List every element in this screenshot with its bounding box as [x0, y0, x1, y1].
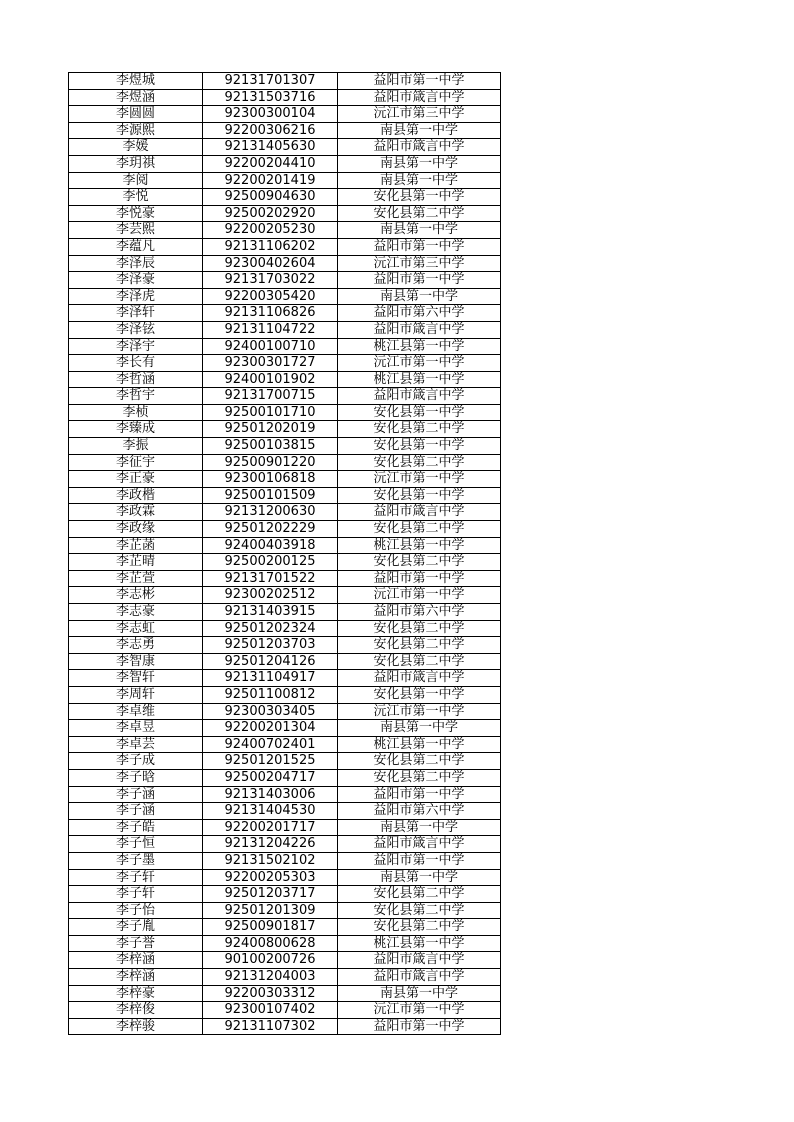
- school-name-cell: 益阳市第一中学: [338, 852, 501, 869]
- school-name-cell: 沅江市第一中学: [338, 587, 501, 604]
- school-name-cell: 南县第一中学: [338, 155, 501, 172]
- table-row: [69, 521, 501, 538]
- exam-number-cell: 92501202229: [203, 521, 338, 538]
- table-row: [69, 686, 501, 703]
- student-name-cell: 李泽轩: [69, 305, 203, 322]
- school-name-cell: 益阳市第一中学: [338, 786, 501, 803]
- student-name-cell: 李梓俊: [69, 1002, 203, 1019]
- student-name-cell: 李政霖: [69, 504, 203, 521]
- school-name-cell: 桃江县第一中学: [338, 537, 501, 554]
- table-row: [69, 537, 501, 554]
- exam-number-cell: 92400101902: [203, 371, 338, 388]
- school-name-cell: 南县第一中学: [338, 172, 501, 189]
- exam-number-cell: 92131701522: [203, 570, 338, 587]
- school-name-cell: 安化县第二中学: [338, 454, 501, 471]
- student-name-cell: 李芷萱: [69, 570, 203, 587]
- student-name-cell: 李子誉: [69, 935, 203, 952]
- exam-number-cell: 92501203717: [203, 886, 338, 903]
- exam-number-cell: 92501201525: [203, 753, 338, 770]
- student-name-cell: 李子涵: [69, 803, 203, 820]
- school-name-cell: 安化县第一中学: [338, 686, 501, 703]
- school-name-cell: 益阳市箴言中学: [338, 139, 501, 156]
- school-name-cell: 安化县第二中学: [338, 753, 501, 770]
- school-name-cell: 安化县第二中学: [338, 886, 501, 903]
- exam-number-cell: 92131701307: [203, 73, 338, 90]
- student-name-cell: 李煜涵: [69, 89, 203, 106]
- exam-number-cell: 92400100710: [203, 338, 338, 355]
- exam-number-cell: 92131700715: [203, 388, 338, 405]
- table-row: [69, 305, 501, 322]
- school-name-cell: 益阳市第一中学: [338, 238, 501, 255]
- school-name-cell: 益阳市第一中学: [338, 570, 501, 587]
- table-row: [69, 73, 501, 90]
- exam-number-cell: 92300300104: [203, 106, 338, 123]
- school-name-cell: 沅江市第一中学: [338, 703, 501, 720]
- student-name-cell: 李子胤: [69, 919, 203, 936]
- table-row: [69, 703, 501, 720]
- table-row: [69, 670, 501, 687]
- exam-number-cell: 92200201304: [203, 720, 338, 737]
- exam-number-cell: 92131106202: [203, 238, 338, 255]
- exam-number-cell: 92200201419: [203, 172, 338, 189]
- student-name-cell: 李梓豪: [69, 985, 203, 1002]
- table-row: [69, 902, 501, 919]
- student-name-cell: 李芷晴: [69, 554, 203, 571]
- table-row: [69, 421, 501, 438]
- table-row: [69, 338, 501, 355]
- table-row: [69, 288, 501, 305]
- exam-number-cell: 92200305420: [203, 288, 338, 305]
- student-name-cell: 李志虹: [69, 620, 203, 637]
- school-name-cell: 益阳市箴言中学: [338, 388, 501, 405]
- student-name-cell: 李正豪: [69, 471, 203, 488]
- student-name-cell: 李芸熙: [69, 222, 203, 239]
- school-name-cell: 益阳市第一中学: [338, 1018, 501, 1035]
- school-name-cell: 安化县第二中学: [338, 919, 501, 936]
- table-row: [69, 272, 501, 289]
- student-name-cell: 李芷菡: [69, 537, 203, 554]
- table-row: [69, 471, 501, 488]
- table-row: [69, 786, 501, 803]
- student-name-cell: 李泽宇: [69, 338, 203, 355]
- school-name-cell: 安化县第二中学: [338, 205, 501, 222]
- exam-number-cell: 92131403915: [203, 604, 338, 621]
- exam-number-cell: 92131104917: [203, 670, 338, 687]
- table-row: [69, 836, 501, 853]
- student-name-cell: 李智轩: [69, 670, 203, 687]
- school-name-cell: 安化县第二中学: [338, 620, 501, 637]
- table-row: [69, 985, 501, 1002]
- exam-number-cell: 92131403006: [203, 786, 338, 803]
- student-name-cell: 李卓维: [69, 703, 203, 720]
- student-name-cell: 李志豪: [69, 604, 203, 621]
- student-name-cell: 李梓涵: [69, 969, 203, 986]
- table-row: [69, 952, 501, 969]
- exam-number-cell: 92501204126: [203, 653, 338, 670]
- school-name-cell: 安化县第二中学: [338, 653, 501, 670]
- student-name-cell: 李志彬: [69, 587, 203, 604]
- student-name-cell: 李玥祺: [69, 155, 203, 172]
- table-row: [69, 255, 501, 272]
- student-name-cell: 李煜城: [69, 73, 203, 90]
- exam-number-cell: 92131106826: [203, 305, 338, 322]
- exam-number-cell: 92400403918: [203, 537, 338, 554]
- student-name-cell: 李桢: [69, 404, 203, 421]
- student-name-cell: 李泽铉: [69, 321, 203, 338]
- table-row: [69, 454, 501, 471]
- table-row: [69, 504, 501, 521]
- exam-number-cell: 92500101710: [203, 404, 338, 421]
- table-row: [69, 886, 501, 903]
- exam-number-cell: 92200303312: [203, 985, 338, 1002]
- school-name-cell: 益阳市箴言中学: [338, 836, 501, 853]
- student-name-cell: 李媛: [69, 139, 203, 156]
- student-name-cell: 李圆圆: [69, 106, 203, 123]
- student-name-cell: 李子涵: [69, 786, 203, 803]
- student-name-cell: 李泽辰: [69, 255, 203, 272]
- table-row: [69, 637, 501, 654]
- student-name-cell: 李征宇: [69, 454, 203, 471]
- exam-number-cell: 92131405630: [203, 139, 338, 156]
- exam-number-cell: 92500202920: [203, 205, 338, 222]
- exam-number-cell: 92200205230: [203, 222, 338, 239]
- school-name-cell: 南县第一中学: [338, 720, 501, 737]
- table-row: [69, 869, 501, 886]
- school-name-cell: 益阳市箴言中学: [338, 321, 501, 338]
- table-row: [69, 604, 501, 621]
- table-row: [69, 819, 501, 836]
- table-row: [69, 222, 501, 239]
- school-name-cell: 安化县第二中学: [338, 902, 501, 919]
- table-row: [69, 404, 501, 421]
- exam-number-cell: 92300202512: [203, 587, 338, 604]
- student-name-cell: 李子轩: [69, 869, 203, 886]
- table-row: [69, 205, 501, 222]
- student-roster-table: [68, 72, 501, 1035]
- exam-number-cell: 92500904630: [203, 189, 338, 206]
- student-name-cell: 李臻成: [69, 421, 203, 438]
- table-row: [69, 238, 501, 255]
- student-name-cell: 李周轩: [69, 686, 203, 703]
- exam-number-cell: 92500901220: [203, 454, 338, 471]
- school-name-cell: 益阳市箴言中学: [338, 952, 501, 969]
- school-name-cell: 沅江市第一中学: [338, 1002, 501, 1019]
- student-name-cell: 李悦: [69, 189, 203, 206]
- table-row: [69, 371, 501, 388]
- student-name-cell: 李哲涵: [69, 371, 203, 388]
- student-name-cell: 李智康: [69, 653, 203, 670]
- table-row: [69, 935, 501, 952]
- exam-number-cell: 92200306216: [203, 122, 338, 139]
- exam-number-cell: 92300106818: [203, 471, 338, 488]
- school-name-cell: 沅江市第三中学: [338, 255, 501, 272]
- school-name-cell: 南县第一中学: [338, 288, 501, 305]
- exam-number-cell: 92500200125: [203, 554, 338, 571]
- student-name-cell: 李梓涵: [69, 952, 203, 969]
- school-name-cell: 益阳市第一中学: [338, 272, 501, 289]
- table-row: [69, 736, 501, 753]
- school-name-cell: 益阳市箴言中学: [338, 670, 501, 687]
- exam-number-cell: 92131502102: [203, 852, 338, 869]
- exam-number-cell: 90100200726: [203, 952, 338, 969]
- table-row: [69, 554, 501, 571]
- exam-number-cell: 92300303405: [203, 703, 338, 720]
- exam-number-cell: 92500204717: [203, 769, 338, 786]
- table-row: [69, 969, 501, 986]
- school-name-cell: 桃江县第一中学: [338, 736, 501, 753]
- table-row: [69, 587, 501, 604]
- exam-number-cell: 92400800628: [203, 935, 338, 952]
- student-name-cell: 李振: [69, 438, 203, 455]
- student-name-cell: 李子怡: [69, 902, 203, 919]
- student-name-cell: 李泽豪: [69, 272, 203, 289]
- table-row: [69, 89, 501, 106]
- table-row: [69, 139, 501, 156]
- student-name-cell: 李子墨: [69, 852, 203, 869]
- exam-number-cell: 92500103815: [203, 438, 338, 455]
- school-name-cell: 安化县第二中学: [338, 421, 501, 438]
- exam-number-cell: 92501202019: [203, 421, 338, 438]
- exam-number-cell: 92300301727: [203, 355, 338, 372]
- exam-number-cell: 92131204226: [203, 836, 338, 853]
- student-name-cell: 李卓芸: [69, 736, 203, 753]
- table-row: [69, 852, 501, 869]
- exam-number-cell: 92500901817: [203, 919, 338, 936]
- school-name-cell: 桃江县第一中学: [338, 935, 501, 952]
- table-row: [69, 803, 501, 820]
- school-name-cell: 益阳市第六中学: [338, 803, 501, 820]
- exam-number-cell: 92131104722: [203, 321, 338, 338]
- school-name-cell: 桃江县第一中学: [338, 371, 501, 388]
- school-name-cell: 南县第一中学: [338, 819, 501, 836]
- student-name-cell: 李子恒: [69, 836, 203, 853]
- exam-number-cell: 92400702401: [203, 736, 338, 753]
- school-name-cell: 安化县第二中学: [338, 637, 501, 654]
- student-name-cell: 李子轩: [69, 886, 203, 903]
- exam-number-cell: 92200205303: [203, 869, 338, 886]
- school-name-cell: 南县第一中学: [338, 222, 501, 239]
- school-name-cell: 益阳市箴言中学: [338, 89, 501, 106]
- table-row: [69, 155, 501, 172]
- student-name-cell: 李长有: [69, 355, 203, 372]
- school-name-cell: 益阳市第一中学: [338, 73, 501, 90]
- table-row: [69, 1018, 501, 1035]
- school-name-cell: 安化县第二中学: [338, 554, 501, 571]
- student-name-cell: 李蕴凡: [69, 238, 203, 255]
- school-name-cell: 益阳市第六中学: [338, 305, 501, 322]
- table-row: [69, 769, 501, 786]
- table-row: [69, 753, 501, 770]
- school-name-cell: 桃江县第一中学: [338, 338, 501, 355]
- student-name-cell: 李政楷: [69, 487, 203, 504]
- school-name-cell: 南县第一中学: [338, 869, 501, 886]
- table-row: [69, 321, 501, 338]
- table-row: [69, 720, 501, 737]
- exam-number-cell: 92131703022: [203, 272, 338, 289]
- student-name-cell: 李子皓: [69, 819, 203, 836]
- exam-number-cell: 92131503716: [203, 89, 338, 106]
- student-name-cell: 李子成: [69, 753, 203, 770]
- table-row: [69, 122, 501, 139]
- exam-number-cell: 92131200630: [203, 504, 338, 521]
- school-name-cell: 益阳市第六中学: [338, 604, 501, 621]
- table-row: [69, 189, 501, 206]
- school-name-cell: 南县第一中学: [338, 122, 501, 139]
- exam-number-cell: 92501202324: [203, 620, 338, 637]
- exam-number-cell: 92131107302: [203, 1018, 338, 1035]
- school-name-cell: 益阳市箴言中学: [338, 504, 501, 521]
- exam-number-cell: 92501100812: [203, 686, 338, 703]
- table-row: [69, 653, 501, 670]
- student-roster-sheet: [68, 72, 501, 1035]
- table-row: [69, 570, 501, 587]
- student-name-cell: 李源熙: [69, 122, 203, 139]
- school-name-cell: 安化县第一中学: [338, 404, 501, 421]
- table-row: [69, 388, 501, 405]
- student-name-cell: 李政缘: [69, 521, 203, 538]
- exam-number-cell: 92131204003: [203, 969, 338, 986]
- exam-number-cell: 92200204410: [203, 155, 338, 172]
- table-row: [69, 172, 501, 189]
- student-name-cell: 李哲宇: [69, 388, 203, 405]
- school-name-cell: 安化县第一中学: [338, 438, 501, 455]
- exam-number-cell: 92500101509: [203, 487, 338, 504]
- exam-number-cell: 92501201309: [203, 902, 338, 919]
- table-row: [69, 438, 501, 455]
- exam-number-cell: 92300107402: [203, 1002, 338, 1019]
- school-name-cell: 沅江市第三中学: [338, 106, 501, 123]
- school-name-cell: 沅江市第一中学: [338, 355, 501, 372]
- exam-number-cell: 92300402604: [203, 255, 338, 272]
- school-name-cell: 沅江市第一中学: [338, 471, 501, 488]
- school-name-cell: 安化县第二中学: [338, 769, 501, 786]
- table-row: [69, 620, 501, 637]
- table-row: [69, 355, 501, 372]
- table-row: [69, 1002, 501, 1019]
- roster-body: [69, 73, 501, 1035]
- exam-number-cell: 92131404530: [203, 803, 338, 820]
- table-row: [69, 487, 501, 504]
- school-name-cell: 安化县第一中学: [338, 189, 501, 206]
- school-name-cell: 益阳市箴言中学: [338, 969, 501, 986]
- student-name-cell: 李卓昱: [69, 720, 203, 737]
- student-name-cell: 李志勇: [69, 637, 203, 654]
- school-name-cell: 南县第一中学: [338, 985, 501, 1002]
- school-name-cell: 安化县第一中学: [338, 487, 501, 504]
- student-name-cell: 李悦豪: [69, 205, 203, 222]
- table-row: [69, 106, 501, 123]
- student-name-cell: 李泽虎: [69, 288, 203, 305]
- exam-number-cell: 92200201717: [203, 819, 338, 836]
- table-row: [69, 919, 501, 936]
- school-name-cell: 安化县第二中学: [338, 521, 501, 538]
- student-name-cell: 李子晗: [69, 769, 203, 786]
- exam-number-cell: 92501203703: [203, 637, 338, 654]
- student-name-cell: 李梓骏: [69, 1018, 203, 1035]
- student-name-cell: 李阅: [69, 172, 203, 189]
